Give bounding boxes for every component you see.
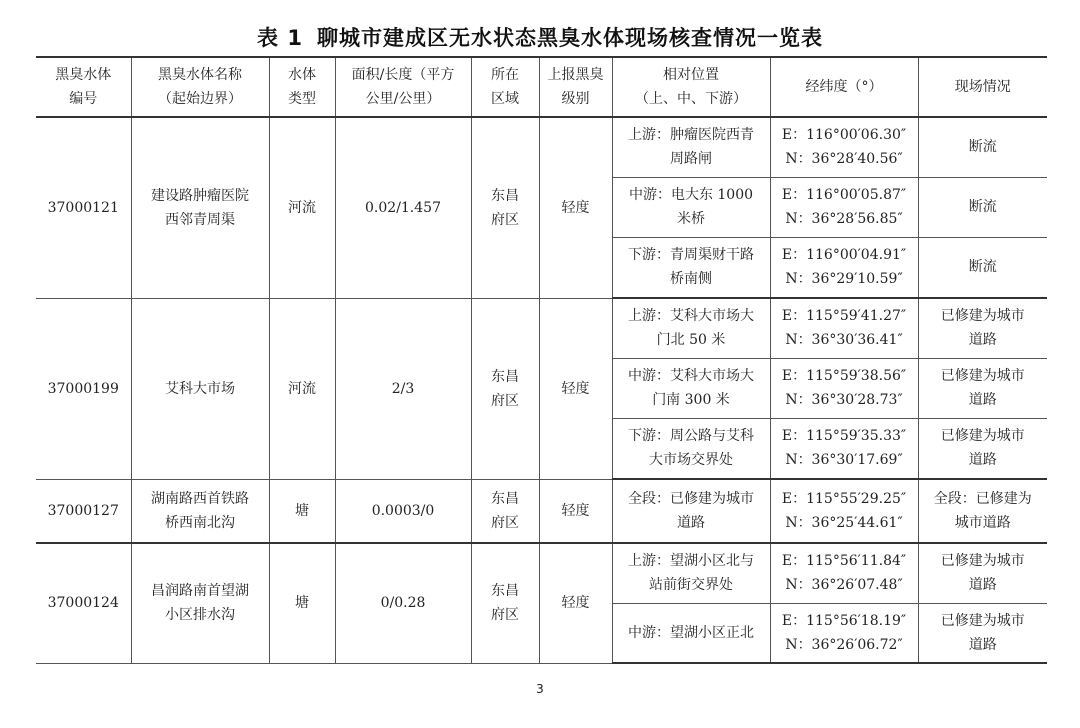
coordinates — [770, 418, 918, 479]
relative-position-line: 下游：青周渠财干路 — [628, 247, 754, 264]
longitude: E：115°56′11.84″ — [781, 553, 907, 570]
site-status — [918, 298, 1047, 358]
column-header-line: 水体 — [288, 67, 316, 83]
water-body-name-line: 建设路肿瘤医院 — [151, 187, 249, 204]
district — [471, 298, 539, 479]
district-line: 府区 — [491, 514, 519, 531]
column-header-line: 级别 — [561, 91, 590, 107]
coordinates — [770, 237, 918, 298]
water-body-id: 37000124 — [36, 543, 131, 663]
site-status — [918, 237, 1047, 298]
latitude: N：36°25′44.61″ — [785, 515, 903, 531]
latitude: N：36°26′07.48″ — [785, 577, 903, 594]
relative-position-line: 大市场交界处 — [649, 452, 733, 469]
latitude: N：36°30′36.41″ — [785, 332, 903, 349]
table-title-text: 聊城市建成区无水状态黑臭水体现场核查情况一览表 — [316, 26, 823, 50]
relative-position — [612, 543, 770, 603]
relative-position-line: 道路 — [677, 515, 705, 531]
column-header — [918, 57, 1047, 117]
column-header — [36, 57, 131, 117]
table-row — [36, 479, 1047, 543]
district-line: 府区 — [491, 607, 519, 624]
relative-position-line: 中游：电大东 1000 — [628, 187, 754, 203]
column-header-line: 所在 — [491, 67, 519, 83]
relative-position-line: 门南 300 米 — [652, 392, 730, 408]
page-number: 3 — [536, 682, 544, 696]
relative-position — [612, 479, 770, 543]
survey-table — [36, 56, 1047, 664]
water-body-id: 37000199 — [36, 298, 131, 479]
column-header — [269, 57, 335, 117]
relative-position-line: 上游：肿瘤医院西青 — [628, 127, 754, 144]
water-body-name-line: 艾科大市场 — [165, 380, 235, 397]
latitude: N：36°28′40.56″ — [785, 151, 903, 168]
relative-position-line: 米桥 — [677, 211, 705, 227]
coordinates — [770, 298, 918, 358]
longitude: E：116°00′05.87″ — [781, 187, 907, 203]
site-status-line: 已修建为城市 — [940, 612, 1025, 629]
district-line: 东昌 — [491, 583, 519, 600]
relative-position — [612, 298, 770, 358]
site-status — [918, 603, 1047, 663]
district — [471, 543, 539, 663]
site-status-line: 已修建为城市 — [940, 553, 1025, 570]
column-header-line: （上、中、下游） — [635, 91, 747, 107]
site-status-line: 断流 — [968, 259, 997, 276]
site-status — [918, 418, 1047, 479]
site-status-line: 城市道路 — [954, 515, 1011, 531]
longitude: E：116°00′04.91″ — [781, 247, 907, 264]
table-title — [0, 22, 1080, 52]
site-status-line: 道路 — [968, 452, 997, 469]
area-length: 0.0003/0 — [335, 479, 471, 543]
relative-position-line: 门北 50 米 — [656, 332, 726, 349]
area-length: 2/3 — [335, 298, 471, 479]
site-status-line: 道路 — [968, 332, 997, 349]
latitude: N：36°26′06.72″ — [785, 636, 903, 653]
water-body-name-line: 小区排水沟 — [165, 607, 235, 624]
area-length: 0/0.28 — [335, 543, 471, 663]
column-header-line: 类型 — [288, 91, 316, 107]
column-header-line: 经纬度（°） — [805, 79, 883, 95]
site-status-line: 已修建为城市 — [940, 368, 1025, 384]
water-body-type: 河流 — [269, 298, 335, 479]
site-status-line: 已修建为城市 — [940, 308, 1025, 325]
relative-position-line: 上游：望湖小区北与 — [628, 553, 754, 570]
table-body — [36, 117, 1047, 663]
district-line: 东昌 — [491, 490, 519, 507]
relative-position-line: 桥南侧 — [670, 271, 712, 288]
latitude: N：36°29′10.59″ — [785, 271, 903, 288]
column-header-line: 黑臭水体 — [55, 67, 112, 83]
water-body-name-line: 湖南路西首铁路 — [151, 490, 249, 507]
water-body-type: 塘 — [269, 479, 335, 543]
relative-position — [612, 237, 770, 298]
longitude: E：115°59′38.56″ — [781, 368, 907, 384]
site-status-line: 全段：已修建为 — [933, 491, 1032, 507]
site-status — [918, 358, 1047, 418]
column-header — [770, 57, 918, 117]
column-header-line: 公里/公里） — [365, 91, 441, 107]
water-body-name — [131, 117, 269, 298]
relative-position — [612, 358, 770, 418]
site-status — [918, 117, 1047, 177]
water-body-type: 塘 — [269, 543, 335, 663]
relative-position-line: 全段：已修建为城市 — [628, 491, 754, 507]
longitude: E：115°56′18.19″ — [781, 612, 907, 629]
table-row — [36, 543, 1047, 603]
site-status-line: 断流 — [968, 199, 997, 215]
column-header-line: 上报黑臭 — [547, 67, 604, 83]
water-body-name — [131, 543, 269, 663]
column-header-line: 面积/长度（平方 — [351, 67, 455, 83]
district-line: 府区 — [491, 211, 519, 228]
coordinates — [770, 177, 918, 237]
latitude: N：36°30′17.69″ — [785, 452, 903, 469]
table-header-row — [36, 57, 1047, 117]
column-header-line: 黑臭水体名称 — [158, 67, 242, 83]
district-line: 东昌 — [491, 187, 519, 204]
coordinates — [770, 358, 918, 418]
relative-position-line: 上游：艾科大市场大 — [628, 308, 754, 325]
district — [471, 479, 539, 543]
relative-position — [612, 418, 770, 479]
coordinates — [770, 117, 918, 177]
column-header — [471, 57, 539, 117]
water-body-id: 37000127 — [36, 479, 131, 543]
water-body-name — [131, 479, 269, 543]
latitude: N：36°28′56.85″ — [785, 211, 903, 227]
table-row — [36, 117, 1047, 177]
longitude: E：115°59′41.27″ — [781, 308, 907, 325]
district-line: 东昌 — [491, 368, 519, 385]
relative-position-line: 周路闸 — [670, 151, 712, 168]
column-header — [335, 57, 471, 117]
reported-level: 轻度 — [539, 298, 612, 479]
column-header-line: 现场情况 — [954, 79, 1011, 95]
relative-position-line: 中游：望湖小区正北 — [628, 624, 754, 641]
relative-position — [612, 117, 770, 177]
water-body-name-line: 桥西南北沟 — [165, 514, 235, 531]
water-body-name-line: 西邻青周渠 — [165, 211, 235, 228]
water-body-type: 河流 — [269, 117, 335, 298]
district-line: 府区 — [491, 392, 519, 409]
water-body-name — [131, 298, 269, 479]
longitude: E：115°55′29.25″ — [781, 491, 907, 507]
site-status — [918, 543, 1047, 603]
site-status-line: 道路 — [968, 636, 997, 653]
coordinates — [770, 543, 918, 603]
longitude: E：116°00′06.30″ — [781, 127, 907, 144]
latitude: N：36°30′28.73″ — [785, 392, 903, 408]
site-status — [918, 177, 1047, 237]
relative-position-line: 中游：艾科大市场大 — [628, 368, 754, 384]
area-length: 0.02/1.457 — [335, 117, 471, 298]
reported-level: 轻度 — [539, 117, 612, 298]
site-status-line: 已修建为城市 — [940, 428, 1025, 445]
column-header — [539, 57, 612, 117]
longitude: E：115°59′35.33″ — [781, 428, 907, 445]
coordinates — [770, 479, 918, 543]
reported-level: 轻度 — [539, 543, 612, 663]
site-status-line: 道路 — [968, 577, 997, 594]
relative-position — [612, 177, 770, 237]
coordinates — [770, 603, 918, 663]
water-body-name-line: 昌润路南首望湖 — [151, 583, 249, 600]
district — [471, 117, 539, 298]
reported-level: 轻度 — [539, 479, 612, 543]
table-row — [36, 298, 1047, 358]
column-header — [131, 57, 269, 117]
column-header — [612, 57, 770, 117]
table-number: 表 1 — [257, 26, 303, 50]
relative-position-line: 下游：周公路与艾科 — [628, 428, 754, 445]
column-header-line: 区域 — [491, 91, 519, 107]
relative-position-line: 站前街交界处 — [649, 577, 733, 594]
column-header-line: 编号 — [69, 91, 98, 107]
site-status-line: 道路 — [968, 392, 997, 408]
site-status-line: 断流 — [968, 139, 997, 156]
column-header-line: 相对位置 — [663, 67, 719, 83]
site-status — [918, 479, 1047, 543]
column-header-line: （起始边界） — [158, 91, 242, 107]
water-body-id: 37000121 — [36, 117, 131, 298]
relative-position — [612, 603, 770, 663]
